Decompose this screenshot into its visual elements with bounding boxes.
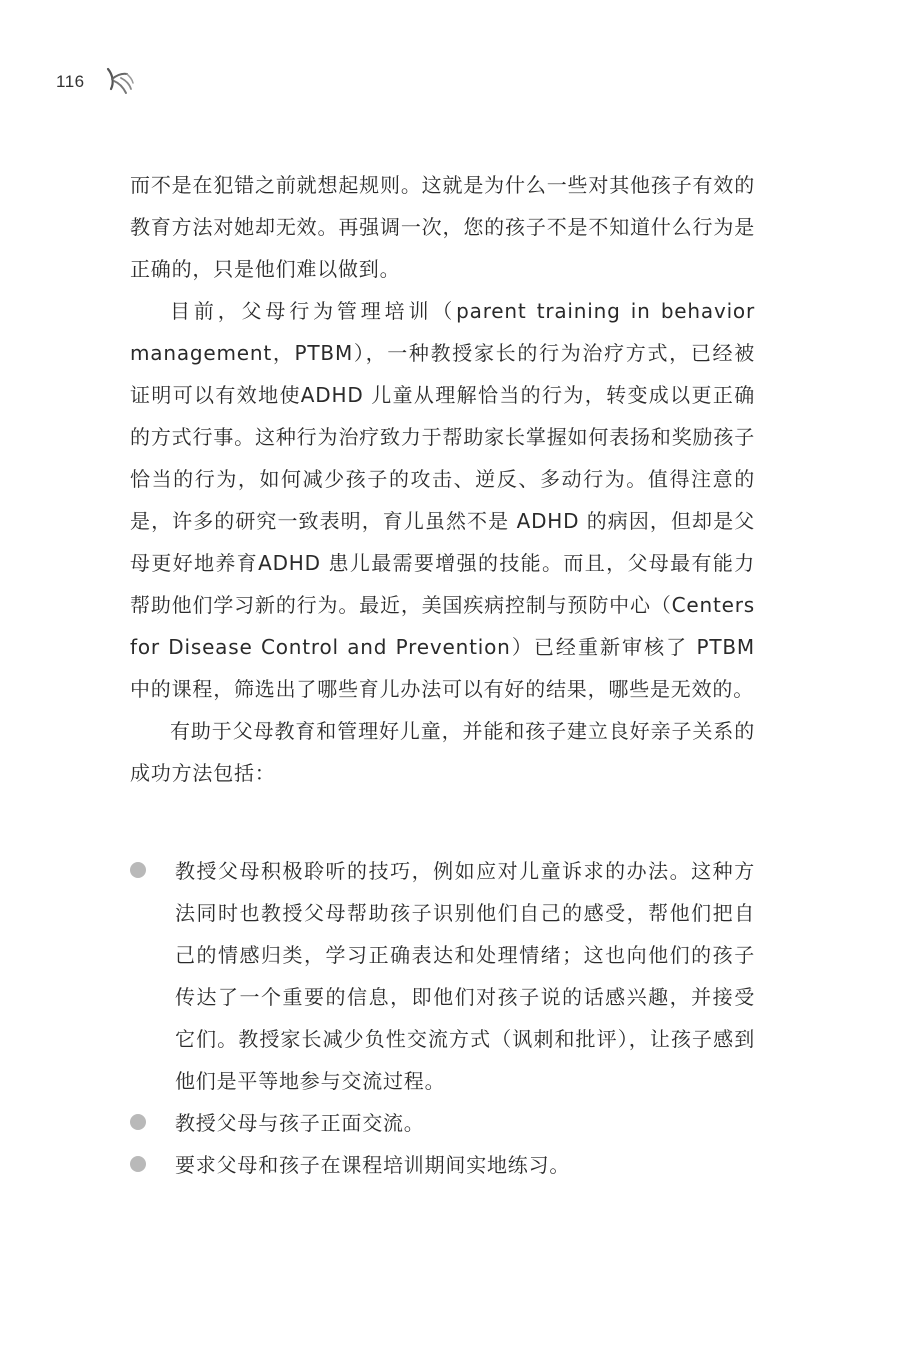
page-header [56,62,139,102]
leaf-sprig-icon [105,65,139,99]
list-item-text: 教授父母与孩子正面交流。 [175,1111,425,1135]
paragraph-methods-intro: 有助于父母教育和管理好儿童，并能和孩子建立良好亲子关系的成功方法包括： [130,719,755,785]
body-text [130,164,755,1186]
bullet-icon [130,1156,146,1172]
page-number: 116 [56,72,85,91]
list-item [130,1144,755,1186]
paragraph-continued: 而不是在犯错之前就想起规则。这就是为什么一些对其他孩子有效的教育方法对她却无效。再强调一次，您的孩子不是不知道什么行为是正确的，只是他们难以做到。 [130,173,755,281]
methods-list [130,850,755,1186]
paragraph-ptbm: 目前，父母行为管理培训（parent training in behavior management，PTBM），一种教授家长的行为治疗方式，已经被证明可以有效地使ADHD 儿童从理解恰当的行为，转变成以更正确的方式行事。这种行为治疗致力于帮助家长掌握如何表扬和奖励孩子恰当的行为，如何减少孩子的攻击、逆反、多动行为。值得注意的是，许多的研究一致表明，育儿虽然不是 ADHD 的病因，但却是父母更好地养育ADHD 患儿最需要增强的技能。而且，父母最有能力帮助他们学习新的行为。最近，美国疾病控制与预防中心（Centers for Disease Control and Prevention）已经重新审核了 PTBM 中的课程，筛选出了哪些育儿办法可以有好的结果，哪些是无效的。 [130,299,755,701]
list-item [130,1102,755,1144]
list-item-text: 要求父母和孩子在课程培训期间实地练习。 [175,1153,571,1177]
bullet-icon [130,862,146,878]
bullet-icon [130,1114,146,1130]
list-item-text: 教授父母积极聆听的技巧，例如应对儿童诉求的办法。这种方法同时也教授父母帮助孩子识别他们自己的感受，帮他们把自己的情感归类，学习正确表达和处理情绪；这也向他们的孩子传达了一个重要的信息，即他们对孩子说的话感兴趣，并接受它们。教授家长减少负性交流方式（讽刺和批评），让孩子感到他们是平等地参与交流过程。 [175,859,755,1093]
list-item [130,850,755,1102]
